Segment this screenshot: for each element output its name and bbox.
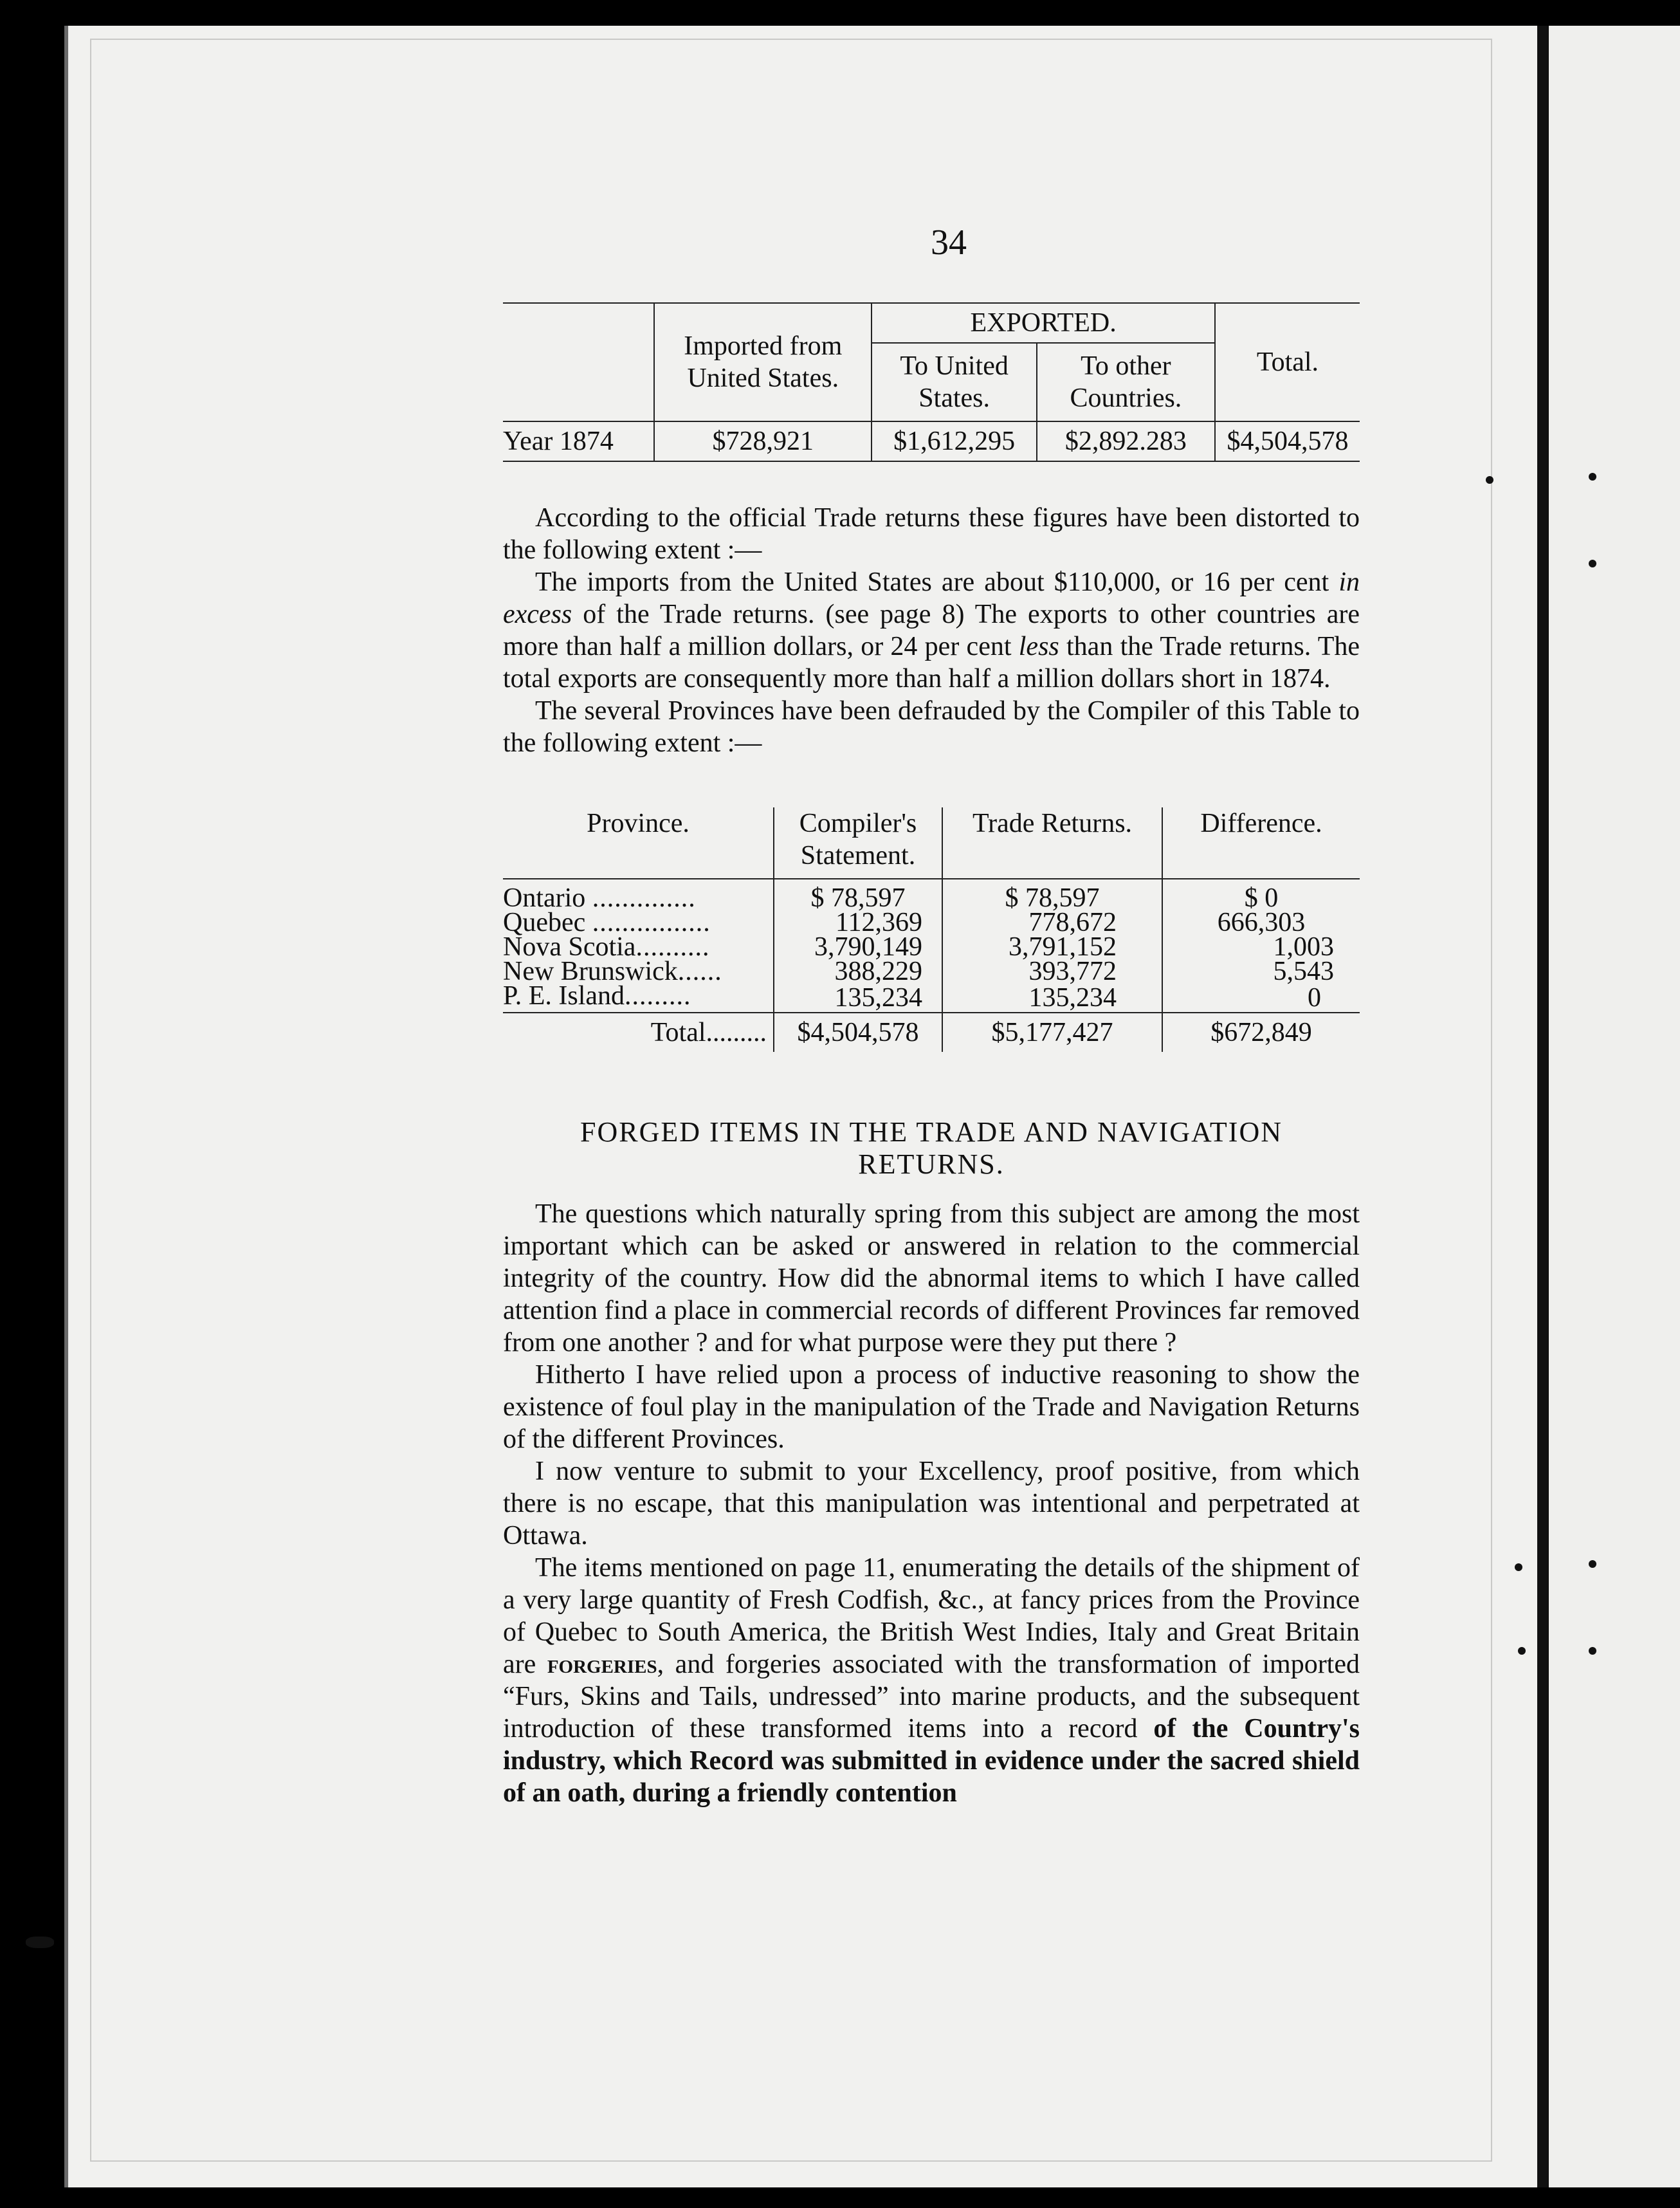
bold-passage: of the Country's industry, which Record was submitted in evidence under the sacred shield of an oath, during a friendly contention <box>503 1714 1360 1808</box>
small-caps-word: forgeries <box>547 1650 657 1679</box>
paragraph: According to the official Trade returns these figures have been distorted to the following extent :— <box>503 503 1360 565</box>
emphasis: less <box>1018 632 1059 661</box>
col-difference: Difference. <box>1200 809 1322 838</box>
margin-mark <box>1518 1647 1526 1655</box>
table-row: Ontario .............. $ 78,597 $ 78,597 $ 0 <box>503 879 1360 910</box>
body-text-top <box>503 502 1360 759</box>
province-table <box>503 807 1360 1052</box>
margin-mark <box>1589 1647 1596 1655</box>
table-row: Quebec ................ 112,369 778,672 666,303 <box>503 910 1360 935</box>
header-total: Total. <box>1256 347 1319 377</box>
edge-smudge <box>26 1937 54 1948</box>
total-value: $4,504,578 <box>1227 427 1349 456</box>
row-label: Year 1874 <box>503 427 614 456</box>
paragraph: The imports from the United States are about $110,000, or 16 per cent in excess of the Trade returns. (see page 8) The exports to other countries are more than half a million dollars, or 24 per cent less than the Trade returns. The total exports are consequently more than half a million dollars short in 1874. <box>503 567 1360 694</box>
table-row: P. E. Island......... 135,234 135,234 0 <box>503 984 1360 1013</box>
margin-mark <box>1515 1563 1522 1571</box>
paragraph: The several Provinces have been defrauded by the Compiler of this Table to the following extent :— <box>503 696 1360 758</box>
margin-mark <box>1589 1560 1596 1568</box>
table-row: New Brunswick...... 388,229 393,772 5,543 <box>503 959 1360 984</box>
col-compiler: Compiler's Statement. <box>799 809 917 870</box>
total-row: Total......... $4,504,578 $5,177,427 $672,849 <box>503 1013 1360 1052</box>
header-imported: Imported from United States. <box>684 331 843 393</box>
to-other-value: $2,892.283 <box>1064 427 1187 456</box>
col-province: Province. <box>587 809 689 838</box>
col-trade: Trade Returns. <box>972 809 1133 838</box>
header-to-us: To United States. <box>900 351 1009 413</box>
paragraph: The items mentioned on page 11, enumerating the details of the shipment of a very large quantity of Fresh Codfish, &c., at fancy prices from the Province of Quebec to South America, the British West Indies, Italy and Great Britain are forgeries, and forgeries associated with the transformation of imported “Furs, Skins and Tails, undressed” into marine products, and the subsequent introduction of these transformed items into a record of the Country's industry, which Record was submitted in evidence under the sacred shield of an oath, during a friendly contention <box>503 1553 1360 1808</box>
section-heading: FORGED ITEMS IN THE TRADE AND NAVIGATION RETURNS. <box>580 1116 1283 1180</box>
trade-summary-table <box>503 304 1360 462</box>
paragraph: The questions which naturally spring from this subject are among the most important which can be asked or answered in relation to the commercial integrity of the country. How did the abnormal items to which I have called attention find a place in commercial records of different Provinces far removed from one another ? and for what purpose were they put there ? <box>503 1199 1360 1357</box>
header-exported: EXPORTED. <box>970 308 1117 338</box>
paragraph: I now venture to submit to your Excellency, proof positive, from which there is no escape, that this manipulation was intentional and perpetrated at Ottawa. <box>503 1457 1360 1550</box>
margin-mark <box>1486 476 1493 484</box>
to-us-value: $1,612,295 <box>893 427 1016 456</box>
adjacent-page-edge <box>1537 26 1680 2187</box>
header-to-other: To other Countries. <box>1070 351 1182 413</box>
paragraph: Hitherto I have relied upon a process of inductive reasoning to show the existence of foul play in the manipulation of the Trade and Navigation Returns of the different Provinces. <box>503 1360 1360 1454</box>
margin-mark <box>1589 473 1596 481</box>
emphasis: in excess <box>503 567 1360 629</box>
page-number: 34 <box>931 223 967 262</box>
margin-mark <box>1589 560 1596 567</box>
imported-value: $728,921 <box>712 427 814 456</box>
body-text-bottom <box>503 1198 1360 1809</box>
table-row: Nova Scotia.......... 3,790,149 3,791,152 1,003 <box>503 935 1360 959</box>
